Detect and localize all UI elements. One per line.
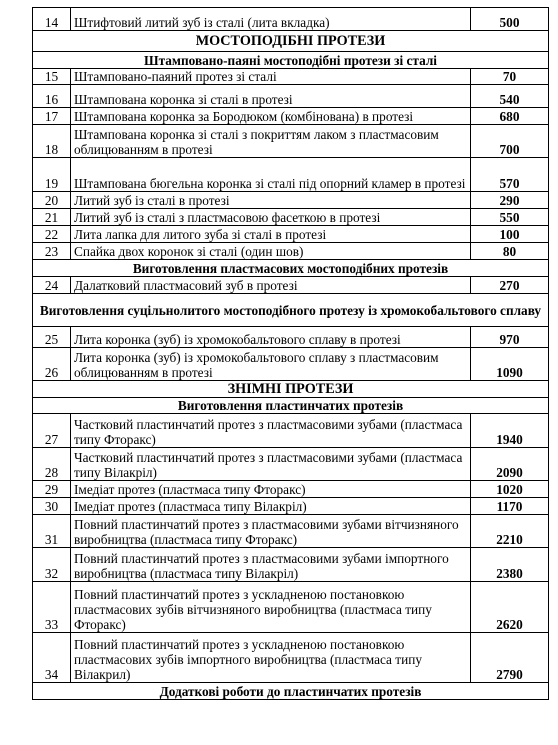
service-description: Штампована бюгельна коронка зі сталі під опорний кламер в протезі xyxy=(71,158,471,192)
row-number: 14 xyxy=(33,8,71,31)
subsection-heading: Виготовлення пластинчатих протезів xyxy=(33,398,549,414)
price-row xyxy=(33,192,549,209)
row-number: 24 xyxy=(33,277,71,294)
section-heading: МОСТОПОДІБНІ ПРОТЕЗИ xyxy=(33,31,549,52)
subsection-heading: Виготовлення пластмасових мостоподібних протезів xyxy=(33,260,549,277)
service-price: 270 xyxy=(471,277,549,294)
price-row xyxy=(33,8,549,31)
service-description: Частковий пластинчатий протез з пластмасовими зубами (пластмаса типу Вілакріл) xyxy=(71,448,471,481)
row-number: 28 xyxy=(33,448,71,481)
price-row xyxy=(33,277,549,294)
subsection-heading-row xyxy=(33,260,549,277)
price-row xyxy=(33,125,549,158)
service-price: 2380 xyxy=(471,548,549,582)
price-row xyxy=(33,515,549,548)
service-description: Лита лапка для литого зуба зі сталі в протезі xyxy=(71,226,471,243)
service-description: Повний пластинчатий протез з ускладненою постановкою пластмасових зубів імпортного виробництва (пластмаса типу Вілакрил) xyxy=(71,633,471,683)
price-row xyxy=(33,481,549,498)
service-description: Штифтовий литий зуб із сталі (лита вкладка) xyxy=(71,8,471,31)
section-heading-row xyxy=(33,381,549,398)
service-price: 100 xyxy=(471,226,549,243)
price-row xyxy=(33,69,549,85)
service-description: Штампована коронка зі сталі з покриттям лаком з пластмасовим облицюванням в протезі xyxy=(71,125,471,158)
service-description: Лита коронка (зуб) із хромокобальтового сплаву з пластмасовим облицюванням в протезі xyxy=(71,348,471,381)
service-description: Далатковий пластмасовий зуб в протезі xyxy=(71,277,471,294)
row-number: 15 xyxy=(33,69,71,85)
price-row xyxy=(33,633,549,683)
subsection-heading: Штамповано-паяні мостоподібні протези зі сталі xyxy=(33,52,549,69)
price-row xyxy=(33,414,549,448)
price-row xyxy=(33,582,549,633)
service-price: 2090 xyxy=(471,448,549,481)
service-description: Повний пластинчатий протез з пластмасовими зубами імпортного виробництва (пластмаса типу Вілакріл) xyxy=(71,548,471,582)
section-heading-row xyxy=(33,31,549,52)
price-row xyxy=(33,226,549,243)
service-description: Імедіат протез (пластмаса типу Вілакріл) xyxy=(71,498,471,515)
row-number: 32 xyxy=(33,548,71,582)
service-price: 700 xyxy=(471,125,549,158)
subsection-heading-row xyxy=(33,398,549,414)
price-row xyxy=(33,448,549,481)
service-price: 2620 xyxy=(471,582,549,633)
service-price: 1020 xyxy=(471,481,549,498)
service-price: 550 xyxy=(471,209,549,226)
row-number: 29 xyxy=(33,481,71,498)
price-row xyxy=(33,348,549,381)
subsection-heading: Виготовлення суцільнолитого мостоподібного протезу із хромокобальтового сплаву xyxy=(33,294,549,327)
row-number: 27 xyxy=(33,414,71,448)
price-row xyxy=(33,158,549,192)
row-number: 21 xyxy=(33,209,71,226)
service-description: Лита коронка (зуб) із хромокобальтового сплаву в протезі xyxy=(71,327,471,348)
service-price: 970 xyxy=(471,327,549,348)
service-description: Штамповано-паяний протез зі сталі xyxy=(71,69,471,85)
row-number: 22 xyxy=(33,226,71,243)
service-price: 540 xyxy=(471,85,549,108)
row-number: 25 xyxy=(33,327,71,348)
service-price: 1940 xyxy=(471,414,549,448)
price-table-body xyxy=(33,8,549,700)
service-description: Повний пластинчатий протез з ускладненою постановкою пластмасових зубів вітчизняного виробництва (пластмаса типу Фторакс) xyxy=(71,582,471,633)
price-row xyxy=(33,548,549,582)
row-number: 18 xyxy=(33,125,71,158)
service-description: Повний пластинчатий протез з пластмасовими зубами вітчизняного виробництва (пластмаса типу Фторакс) xyxy=(71,515,471,548)
price-row xyxy=(33,85,549,108)
row-number: 23 xyxy=(33,243,71,260)
row-number: 20 xyxy=(33,192,71,209)
service-description: Спайка двох коронок зі сталі (один шов) xyxy=(71,243,471,260)
subsection-heading-row xyxy=(33,683,549,700)
section-heading: ЗНІМНІ ПРОТЕЗИ xyxy=(33,381,549,398)
price-row xyxy=(33,108,549,125)
service-description: Литий зуб із сталі з пластмасовою фасеткою в протезі xyxy=(71,209,471,226)
service-price: 2210 xyxy=(471,515,549,548)
service-price: 2790 xyxy=(471,633,549,683)
subsection-heading-row xyxy=(33,52,549,69)
price-row xyxy=(33,498,549,515)
service-description: Імедіат протез (пластмаса типу Фторакс) xyxy=(71,481,471,498)
row-number: 33 xyxy=(33,582,71,633)
service-price: 1090 xyxy=(471,348,549,381)
service-description: Частковий пластинчатий протез з пластмасовими зубами (пластмаса типу Фторакс) xyxy=(71,414,471,448)
row-number: 30 xyxy=(33,498,71,515)
subsection-heading: Додаткові роботи до пластинчатих протезів xyxy=(33,683,549,700)
row-number: 34 xyxy=(33,633,71,683)
service-price: 80 xyxy=(471,243,549,260)
row-number: 19 xyxy=(33,158,71,192)
price-table xyxy=(32,7,549,700)
price-row xyxy=(33,327,549,348)
row-number: 26 xyxy=(33,348,71,381)
service-price: 1170 xyxy=(471,498,549,515)
service-price: 500 xyxy=(471,8,549,31)
row-number: 16 xyxy=(33,85,71,108)
service-price: 680 xyxy=(471,108,549,125)
service-description: Штампована коронка за Бородюком (комбінована) в протезі xyxy=(71,108,471,125)
service-description: Литий зуб із сталі в протезі xyxy=(71,192,471,209)
service-price: 570 xyxy=(471,158,549,192)
service-price: 290 xyxy=(471,192,549,209)
row-number: 31 xyxy=(33,515,71,548)
price-row xyxy=(33,209,549,226)
service-description: Штампована коронка зі сталі в протезі xyxy=(71,85,471,108)
subsection-heading-row xyxy=(33,294,549,327)
price-list-page xyxy=(32,7,548,700)
row-number: 17 xyxy=(33,108,71,125)
service-price: 70 xyxy=(471,69,549,85)
price-row xyxy=(33,243,549,260)
